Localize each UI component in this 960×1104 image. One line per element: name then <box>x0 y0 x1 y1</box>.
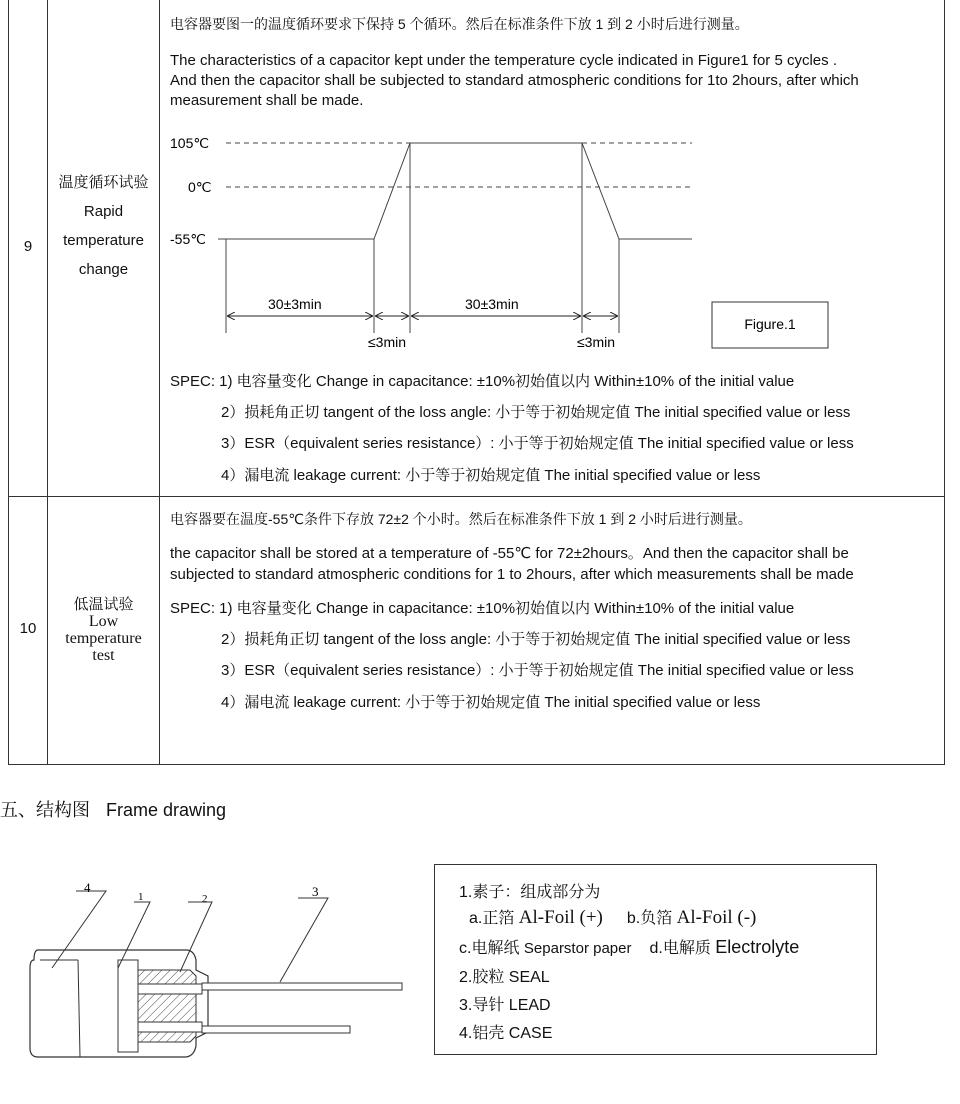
callout-line <box>118 902 150 968</box>
spec-line: SPEC: 1) 电容量变化 Change in capacitance: ±10%初始值以内 Within±10% of the initial value <box>170 600 795 617</box>
legend-text: Al-Foil (-) <box>676 907 757 928</box>
level-label-high: 105℃ <box>170 135 210 151</box>
lead-channel <box>138 984 202 994</box>
section-heading-en: Frame drawing <box>106 800 227 820</box>
legend-item: 4.铝壳 CASE <box>459 1025 553 1042</box>
lead-channel <box>138 1022 202 1032</box>
section-heading <box>0 796 226 822</box>
test-name-zh: 温度循环试验 <box>58 174 149 191</box>
description-zh: 电容器要在温度-55℃条件下存放 72±2 个小时。然后在标准条件下放 1 到 2 小时后进行测量。 <box>170 511 752 527</box>
description-en: And then the capacitor shall be subjected to standard atmospheric conditions for 1to 2hours, after which <box>170 72 859 89</box>
duration-label: 30±3min <box>465 296 519 312</box>
test-name-en: temperature <box>63 232 144 249</box>
test-name-en: temperature <box>65 630 142 647</box>
description-en: measurement shall be made. <box>170 92 364 109</box>
level-label-low: -55℃ <box>170 231 206 247</box>
test-name-en: change <box>78 261 129 278</box>
row-divider <box>9 496 944 497</box>
legend-text: Al-Foil (+) <box>518 907 603 928</box>
test-name-zh: 低温试验 <box>73 596 134 613</box>
description-en: The characteristics of a capacitor kept under the temperature cycle indicated in Figure1 for 5 cycles . <box>170 52 837 69</box>
spec-line: 4）漏电流 leakage current: 小于等于初始规定值 The initial specified value or less <box>221 694 761 711</box>
callout-line <box>280 898 328 982</box>
description-zh: 电容器要图一的温度循环要求下保持 5 个循环。然后在标准条件下放 1 到 2 小时后进行测量。 <box>170 16 749 32</box>
temperature-cycle-figure <box>0 0 960 370</box>
capacitor-frame-drawing <box>0 860 420 1060</box>
spec-line: 2）损耗角正切 tangent of the loss angle: 小于等于初始规定值 The initial specified value or less <box>221 631 851 648</box>
lead-wire <box>202 1026 350 1033</box>
spec-line: SPEC: 1) 电容量变化 Change in capacitance: ±10%初始值以内 Within±10% of the initial value <box>170 373 795 390</box>
parts-legend <box>434 864 877 1055</box>
callout-label: 2 <box>202 893 208 905</box>
test-name <box>48 596 159 614</box>
spec-line: 3）ESR（equivalent series resistance）: 小于等于初始规定值 The initial specified value or less <box>221 662 854 679</box>
duration-label: 30±3min <box>268 296 322 312</box>
test-name-en: test <box>92 647 115 664</box>
legend-item: 1.素子：组成部分为 <box>459 884 601 901</box>
capacitor-element <box>118 960 138 1052</box>
section-heading-zh: 五、结构图 <box>0 800 90 820</box>
figure-caption: Figure.1 <box>744 316 796 332</box>
row-number: 10 <box>19 620 37 637</box>
level-label-zero: 0℃ <box>188 179 212 195</box>
legend-text: Separstor paper <box>523 940 632 957</box>
test-name-en-block <box>48 613 159 664</box>
legend-text: Electrolyte <box>715 937 800 957</box>
transition-label: ≤3min <box>577 334 616 350</box>
legend-item <box>469 905 756 929</box>
row-number: 9 <box>23 238 33 255</box>
temperature-profile <box>218 143 692 239</box>
callout-label: 1 <box>138 891 144 903</box>
legend-text: c.电解纸 <box>459 940 524 957</box>
legend-item: 2.胶粒 SEAL <box>459 969 550 986</box>
legend-item <box>459 935 799 958</box>
legend-text: b.负箔 <box>626 910 677 927</box>
lead-wire <box>202 983 402 990</box>
callout-label: 3 <box>312 884 319 899</box>
callout-line <box>52 891 106 968</box>
legend-text: a.正箔 <box>469 910 519 927</box>
description-en: the capacitor shall be stored at a temperature of -55℃ for 72±2hours。And then the capacitor shall be <box>170 545 849 562</box>
spec-line: 3）ESR（equivalent series resistance）: 小于等于初始规定值 The initial specified value or less <box>221 435 854 452</box>
spec-line: 4）漏电流 leakage current: 小于等于初始规定值 The initial specified value or less <box>221 467 761 484</box>
description-en: subjected to standard atmospheric conditions for 1 to 2hours, after which measurements shall be made <box>170 566 854 583</box>
test-name-en: Low <box>88 613 119 630</box>
case-inner-wall <box>78 960 80 1057</box>
test-name-en: Rapid <box>83 203 124 220</box>
spec-line: 2）损耗角正切 tangent of the loss angle: 小于等于初始规定值 The initial specified value or less <box>221 404 851 421</box>
callout-label: 4 <box>84 880 91 895</box>
transition-label: ≤3min <box>368 334 407 350</box>
legend-text: d.电解质 <box>649 940 716 957</box>
legend-item: 3.导针 LEAD <box>459 997 551 1014</box>
